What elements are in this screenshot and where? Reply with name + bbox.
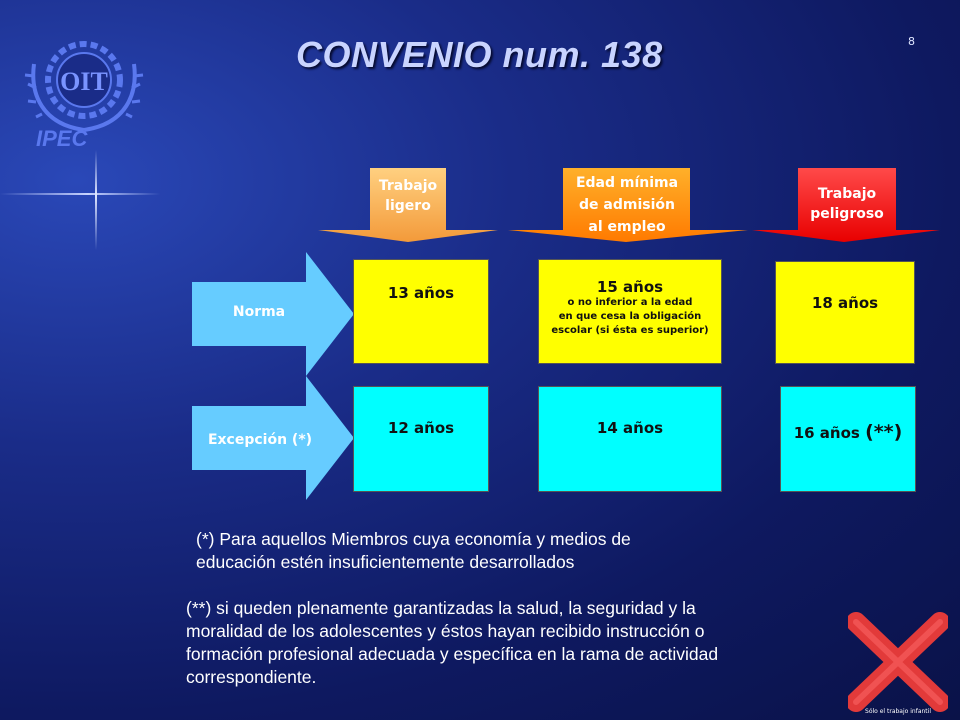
oit-logo-text: OIT [60,67,108,96]
norma-hazardous-cell [775,261,915,364]
footnote-2-line2: moralidad de los adolescentes y éstos hayan recibido instrucción o [186,621,705,641]
norma-min-age-value: 15 años [596,278,664,296]
column-header-min-age-line1: Edad mínima [575,175,679,191]
excepcion-hazardous-cell [780,386,916,492]
column-header-min-age [552,172,702,238]
footnote-2-line4: correspondiente. [186,667,317,687]
column-header-hazardous-line2: peligroso [810,206,884,222]
norma-light-work-cell [353,259,489,364]
oit-logo-icon [22,24,146,136]
page-number: 8 [908,35,915,48]
footnote-1-line1: (*) Para aquellos Miembros cuya economía y medios de [196,529,631,549]
column-header-hazardous-line1: Trabajo [817,186,877,202]
row-label-excepcion: Excepción (*) [207,432,313,448]
excepcion-min-age-cell [538,386,722,492]
excepcion-hazardous-value: 16 años [793,424,860,442]
excepcion-light-work-cell [353,386,489,492]
column-header-min-age-line3: al empleo [588,219,666,235]
ipec-label: IPEC [36,126,88,151]
norma-min-age-note-1: o no inferior a la edad [567,297,693,308]
excepcion-hazardous-mark: (**) [865,421,903,443]
norma-min-age-cell [538,259,722,364]
norma-hazardous-value: 18 años [811,294,879,312]
footnote-2-line1: (**) si queden plenamente garantizadas la salud, la seguridad y la [186,598,696,618]
norma-min-age-note-2: en que cesa la obligación [558,311,702,322]
column-header-min-age-line2: de admisión [579,197,675,213]
column-header-hazardous [792,184,902,224]
red-cross-stamp-icon [848,612,948,716]
footnote-2 [186,597,718,689]
decorative-vertical-glow [95,150,97,250]
footnote-1 [196,528,631,574]
footnote-1-line2: educación estén insuficientemente desarrollados [196,552,575,572]
norma-light-work-value: 13 años [387,284,455,302]
row-label-norma: Norma [232,304,286,320]
column-header-light-work [358,176,458,216]
stamp-caption: Sólo el trabajo infantil [865,708,931,715]
norma-min-age-note-3: escolar (si ésta es superior) [551,325,709,336]
decorative-horizontal-glow [0,193,160,195]
footnote-2-line3: formación profesional adecuada y específica en la rama de actividad [186,644,719,664]
excepcion-light-work-value: 12 años [387,419,455,437]
column-header-light-work-line1: Trabajo [378,178,438,194]
page-title: CONVENIO num. 138 [296,34,663,75]
column-header-light-work-line2: ligero [385,198,431,214]
excepcion-min-age-value: 14 años [596,419,664,437]
